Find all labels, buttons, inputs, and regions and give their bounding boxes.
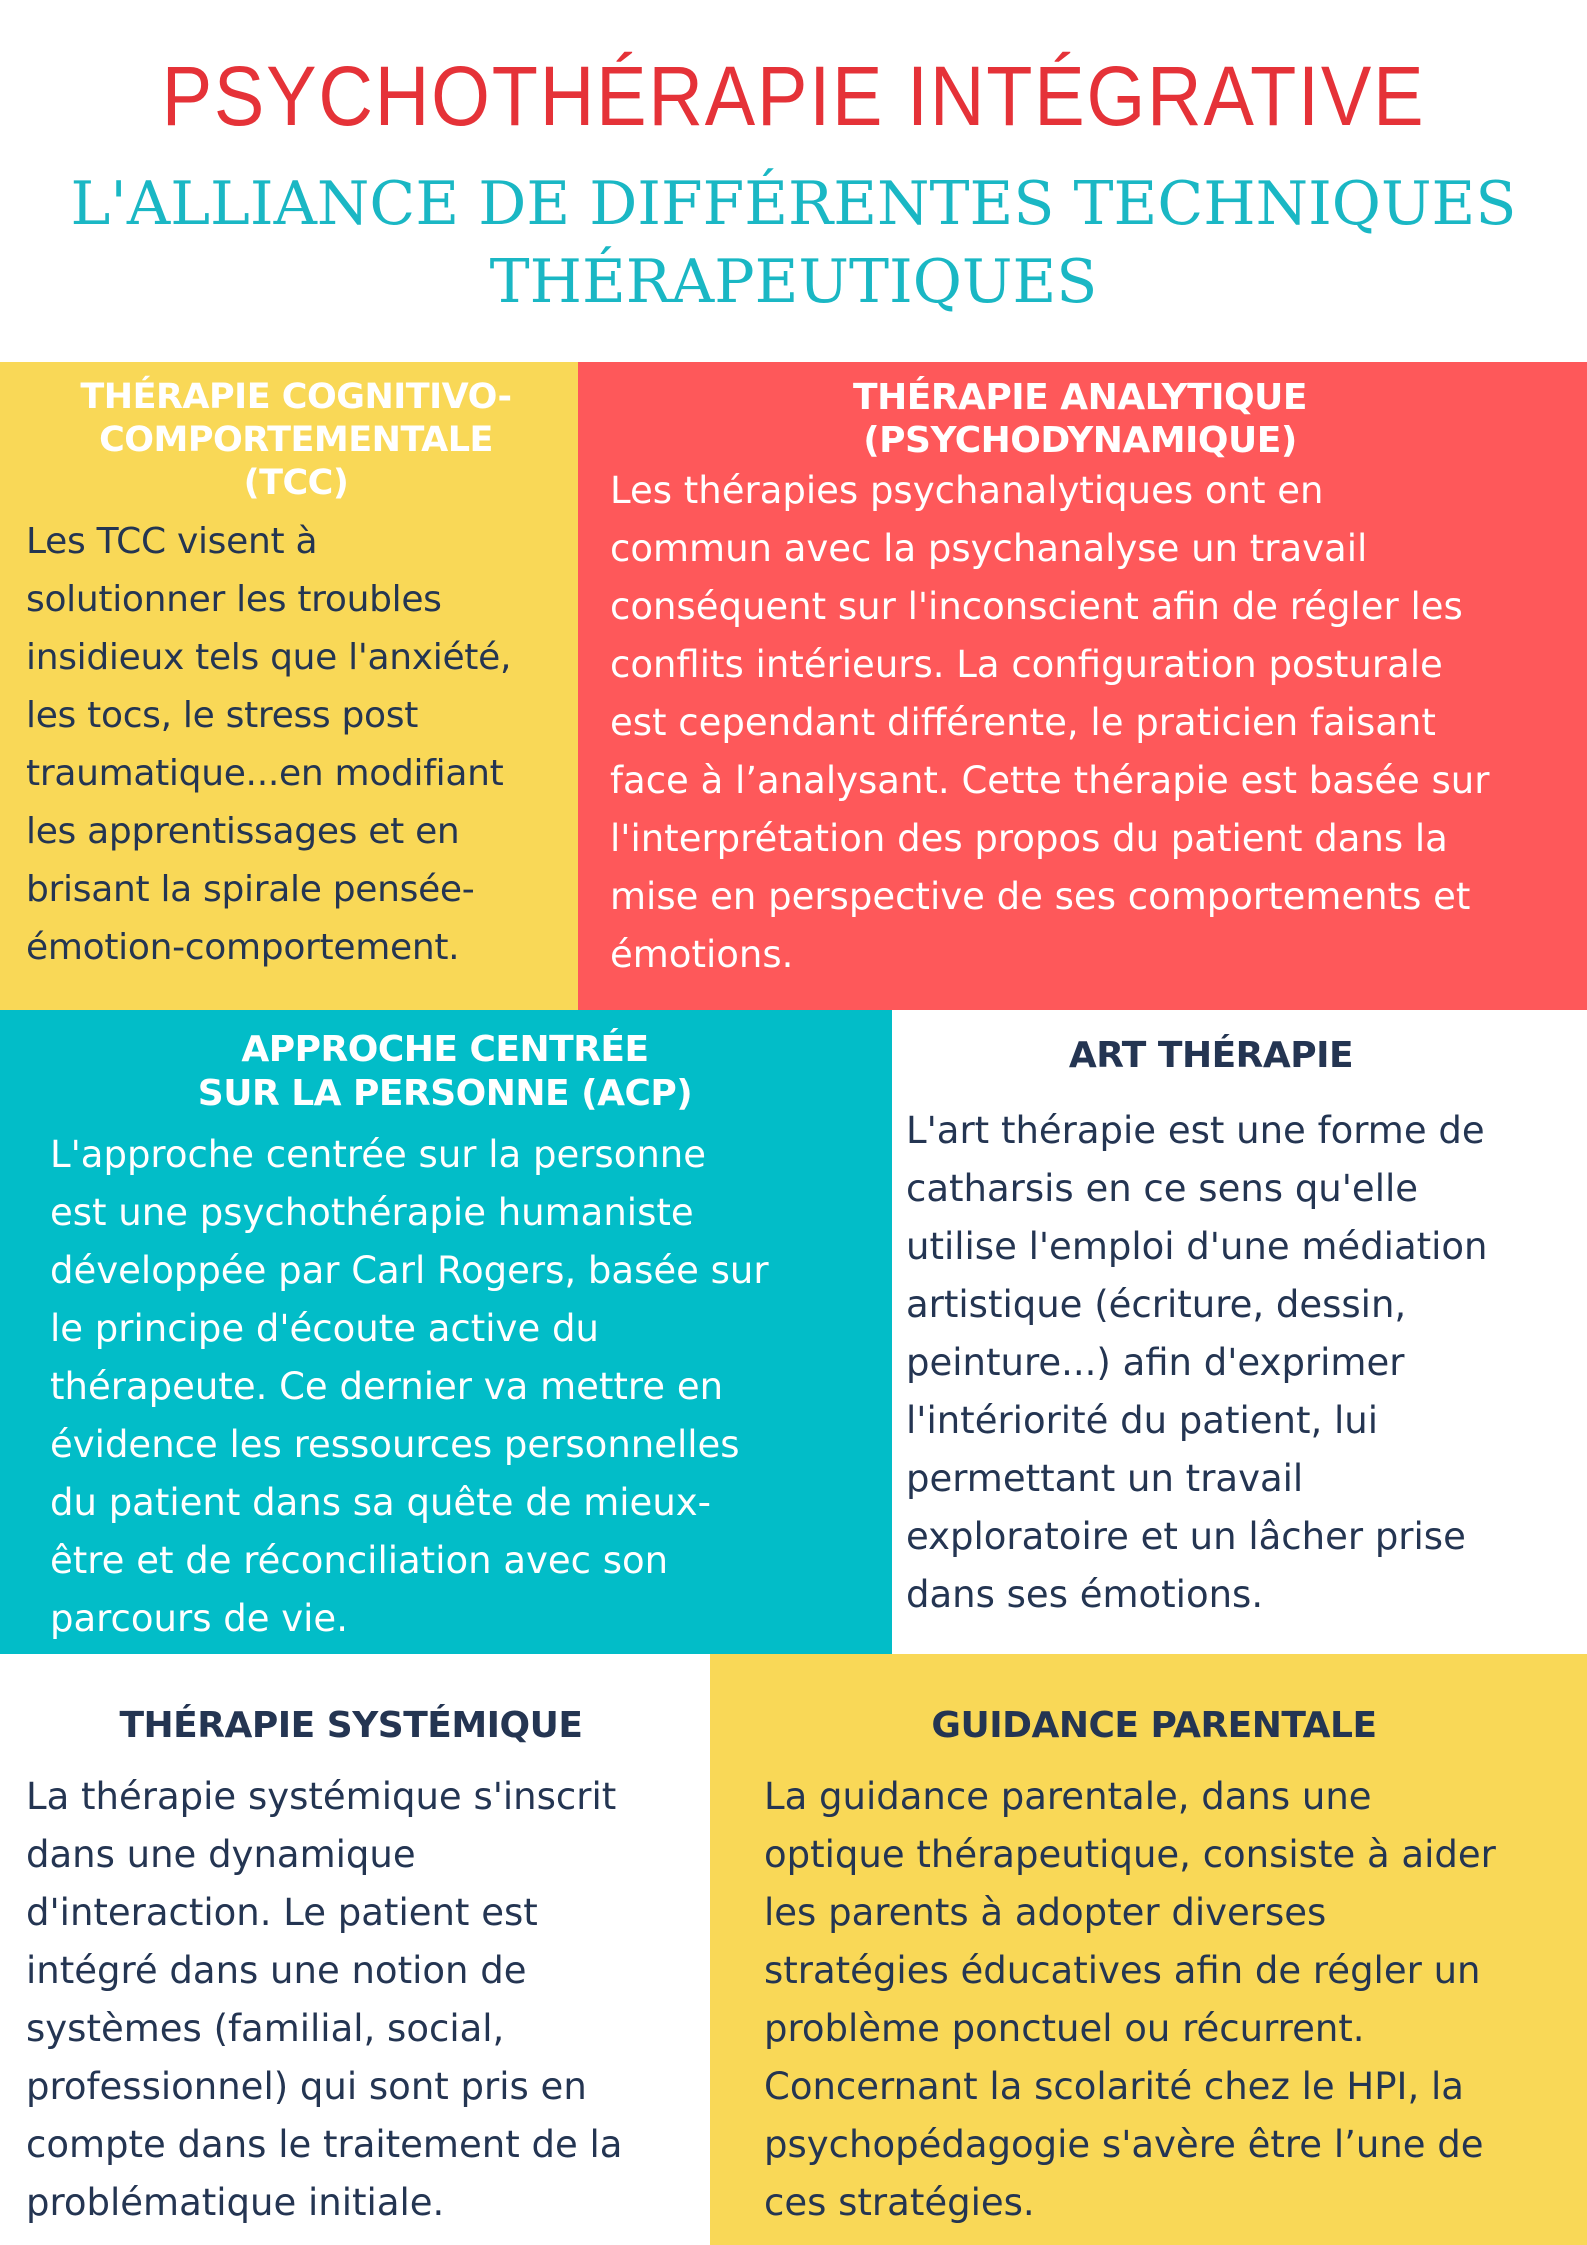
heading-line: (TCC) (243, 463, 349, 503)
body-line: conséquent sur l'inconscient afin de régler les (610, 585, 1463, 628)
heading-line: (PSYCHODYNAMIQUE) (863, 420, 1297, 461)
section-heading (610, 376, 1550, 462)
body-line: brisant la spirale pensée- (26, 869, 475, 910)
body-line: psychopédagogie s'avère être l’une de (764, 2123, 1484, 2166)
body-line: compte dans le traitement de la (26, 2123, 623, 2166)
body-line: ces stratégies. (764, 2181, 1035, 2224)
body-line: La guidance parentale, dans une (764, 1775, 1372, 1818)
body-line: être et de réconciliation avec son (50, 1539, 669, 1582)
body-line: thérapeute. Ce dernier va mettre en (50, 1365, 724, 1408)
body-line: dans ses émotions. (906, 1573, 1264, 1616)
body-line: insidieux tels que l'anxiété, (26, 637, 512, 678)
body-line: commun avec la psychanalyse un travail (610, 527, 1368, 570)
section-guidance-parentale (710, 1654, 1587, 2245)
body-line: du patient dans sa quête de mieux- (50, 1481, 712, 1524)
body-line: est une psychothérapie humaniste (50, 1191, 694, 1234)
section-body (26, 1768, 710, 2232)
body-line: artistique (écriture, dessin, (906, 1283, 1407, 1326)
section-heading (26, 376, 566, 505)
body-line: les apprentissages et en (26, 811, 460, 852)
body-line: émotions. (610, 933, 794, 976)
heading-line: APPROCHE CENTRÉE (241, 1029, 649, 1070)
section-body (764, 1768, 1587, 2232)
section-heading: ART THÉRAPIE (1068, 1035, 1354, 1076)
section-body (610, 462, 1587, 984)
body-line: systèmes (familial, social, (26, 2007, 505, 2050)
page-header (0, 0, 1587, 362)
body-line: professionnel) qui sont pris en (26, 2065, 587, 2108)
heading-line: THÉRAPIE ANALYTIQUE (853, 377, 1307, 418)
section-heading: GUIDANCE PARENTALE (931, 1705, 1377, 1746)
body-line: catharsis en ce sens qu'elle (906, 1167, 1419, 1210)
body-line: L'art thérapie est une forme de (906, 1109, 1485, 1152)
section-body (26, 513, 578, 977)
section-analytique (578, 362, 1587, 1010)
body-line: Les thérapies psychanalytiques ont en (610, 469, 1324, 512)
body-line: optique thérapeutique, consiste à aider (764, 1833, 1496, 1876)
section-tcc (0, 362, 578, 1010)
body-line: Les TCC visent à (26, 521, 318, 562)
body-line: solutionner les troubles (26, 579, 442, 620)
body-line: dans une dynamique (26, 1833, 416, 1876)
body-line: permettant un travail (906, 1457, 1304, 1500)
body-line: l'interprétation des propos du patient dans la (610, 817, 1448, 860)
body-line: les tocs, le stress post (26, 695, 419, 736)
body-line: traumatique...en modifiant (26, 753, 504, 794)
section-systemique (0, 1654, 710, 2245)
heading-line: SUR LA PERSONNE (ACP) (197, 1073, 693, 1114)
body-line: développée par Carl Rogers, basée sur (50, 1249, 769, 1292)
page-subtitle (60, 165, 1527, 321)
body-line: est cependant différente, le praticien faisant (610, 701, 1436, 744)
heading-line: COMPORTEMENTALE (99, 420, 493, 460)
page-title: PSYCHOTHÉRAPIE INTÉGRATIVE (161, 49, 1426, 143)
heading-line: THÉRAPIE COGNITIVO- (80, 377, 512, 417)
body-line: conflits intérieurs. La configuration posturale (610, 643, 1443, 686)
body-line: émotion-comportement. (26, 927, 460, 968)
body-line: parcours de vie. (50, 1597, 348, 1640)
body-line: peinture...) afin d'exprimer (906, 1341, 1405, 1384)
body-line: utilise l'emploi d'une médiation (906, 1225, 1488, 1268)
subtitle-line: THÉRAPEUTIQUES (489, 247, 1098, 317)
body-line: face à l’analysant. Cette thérapie est basée sur (610, 759, 1490, 802)
body-line: d'interaction. Le patient est (26, 1891, 538, 1934)
body-line: évidence les ressources personnelles (50, 1423, 740, 1466)
section-art-therapie (892, 1010, 1587, 1654)
body-line: La thérapie systémique s'inscrit (26, 1775, 617, 1818)
body-line: exploratoire et un lâcher prise (906, 1515, 1466, 1558)
body-line: mise en perspective de ses comportements et (610, 875, 1471, 918)
body-line: les parents à adopter diverses (764, 1891, 1327, 1934)
body-line: problème ponctuel ou récurrent. (764, 2007, 1365, 2050)
section-heading (50, 1028, 840, 1116)
body-line: problématique initiale. (26, 2181, 445, 2224)
body-line: L'approche centrée sur la personne (50, 1133, 706, 1176)
body-line: l'intériorité du patient, lui (906, 1399, 1379, 1442)
body-line: intégré dans une notion de (26, 1949, 527, 1992)
subtitle-line: L'ALLIANCE DE DIFFÉRENTES TECHNIQUES (70, 169, 1517, 239)
body-line: Concernant la scolarité chez le HPI, la (764, 2065, 1464, 2108)
section-body (50, 1126, 892, 1648)
body-line: le principe d'écoute active du (50, 1307, 599, 1350)
body-line: stratégies éducatives afin de régler un (764, 1949, 1481, 1992)
section-acp (0, 1010, 892, 1654)
section-heading: THÉRAPIE SYSTÉMIQUE (119, 1705, 583, 1746)
section-body (906, 1102, 1587, 1624)
